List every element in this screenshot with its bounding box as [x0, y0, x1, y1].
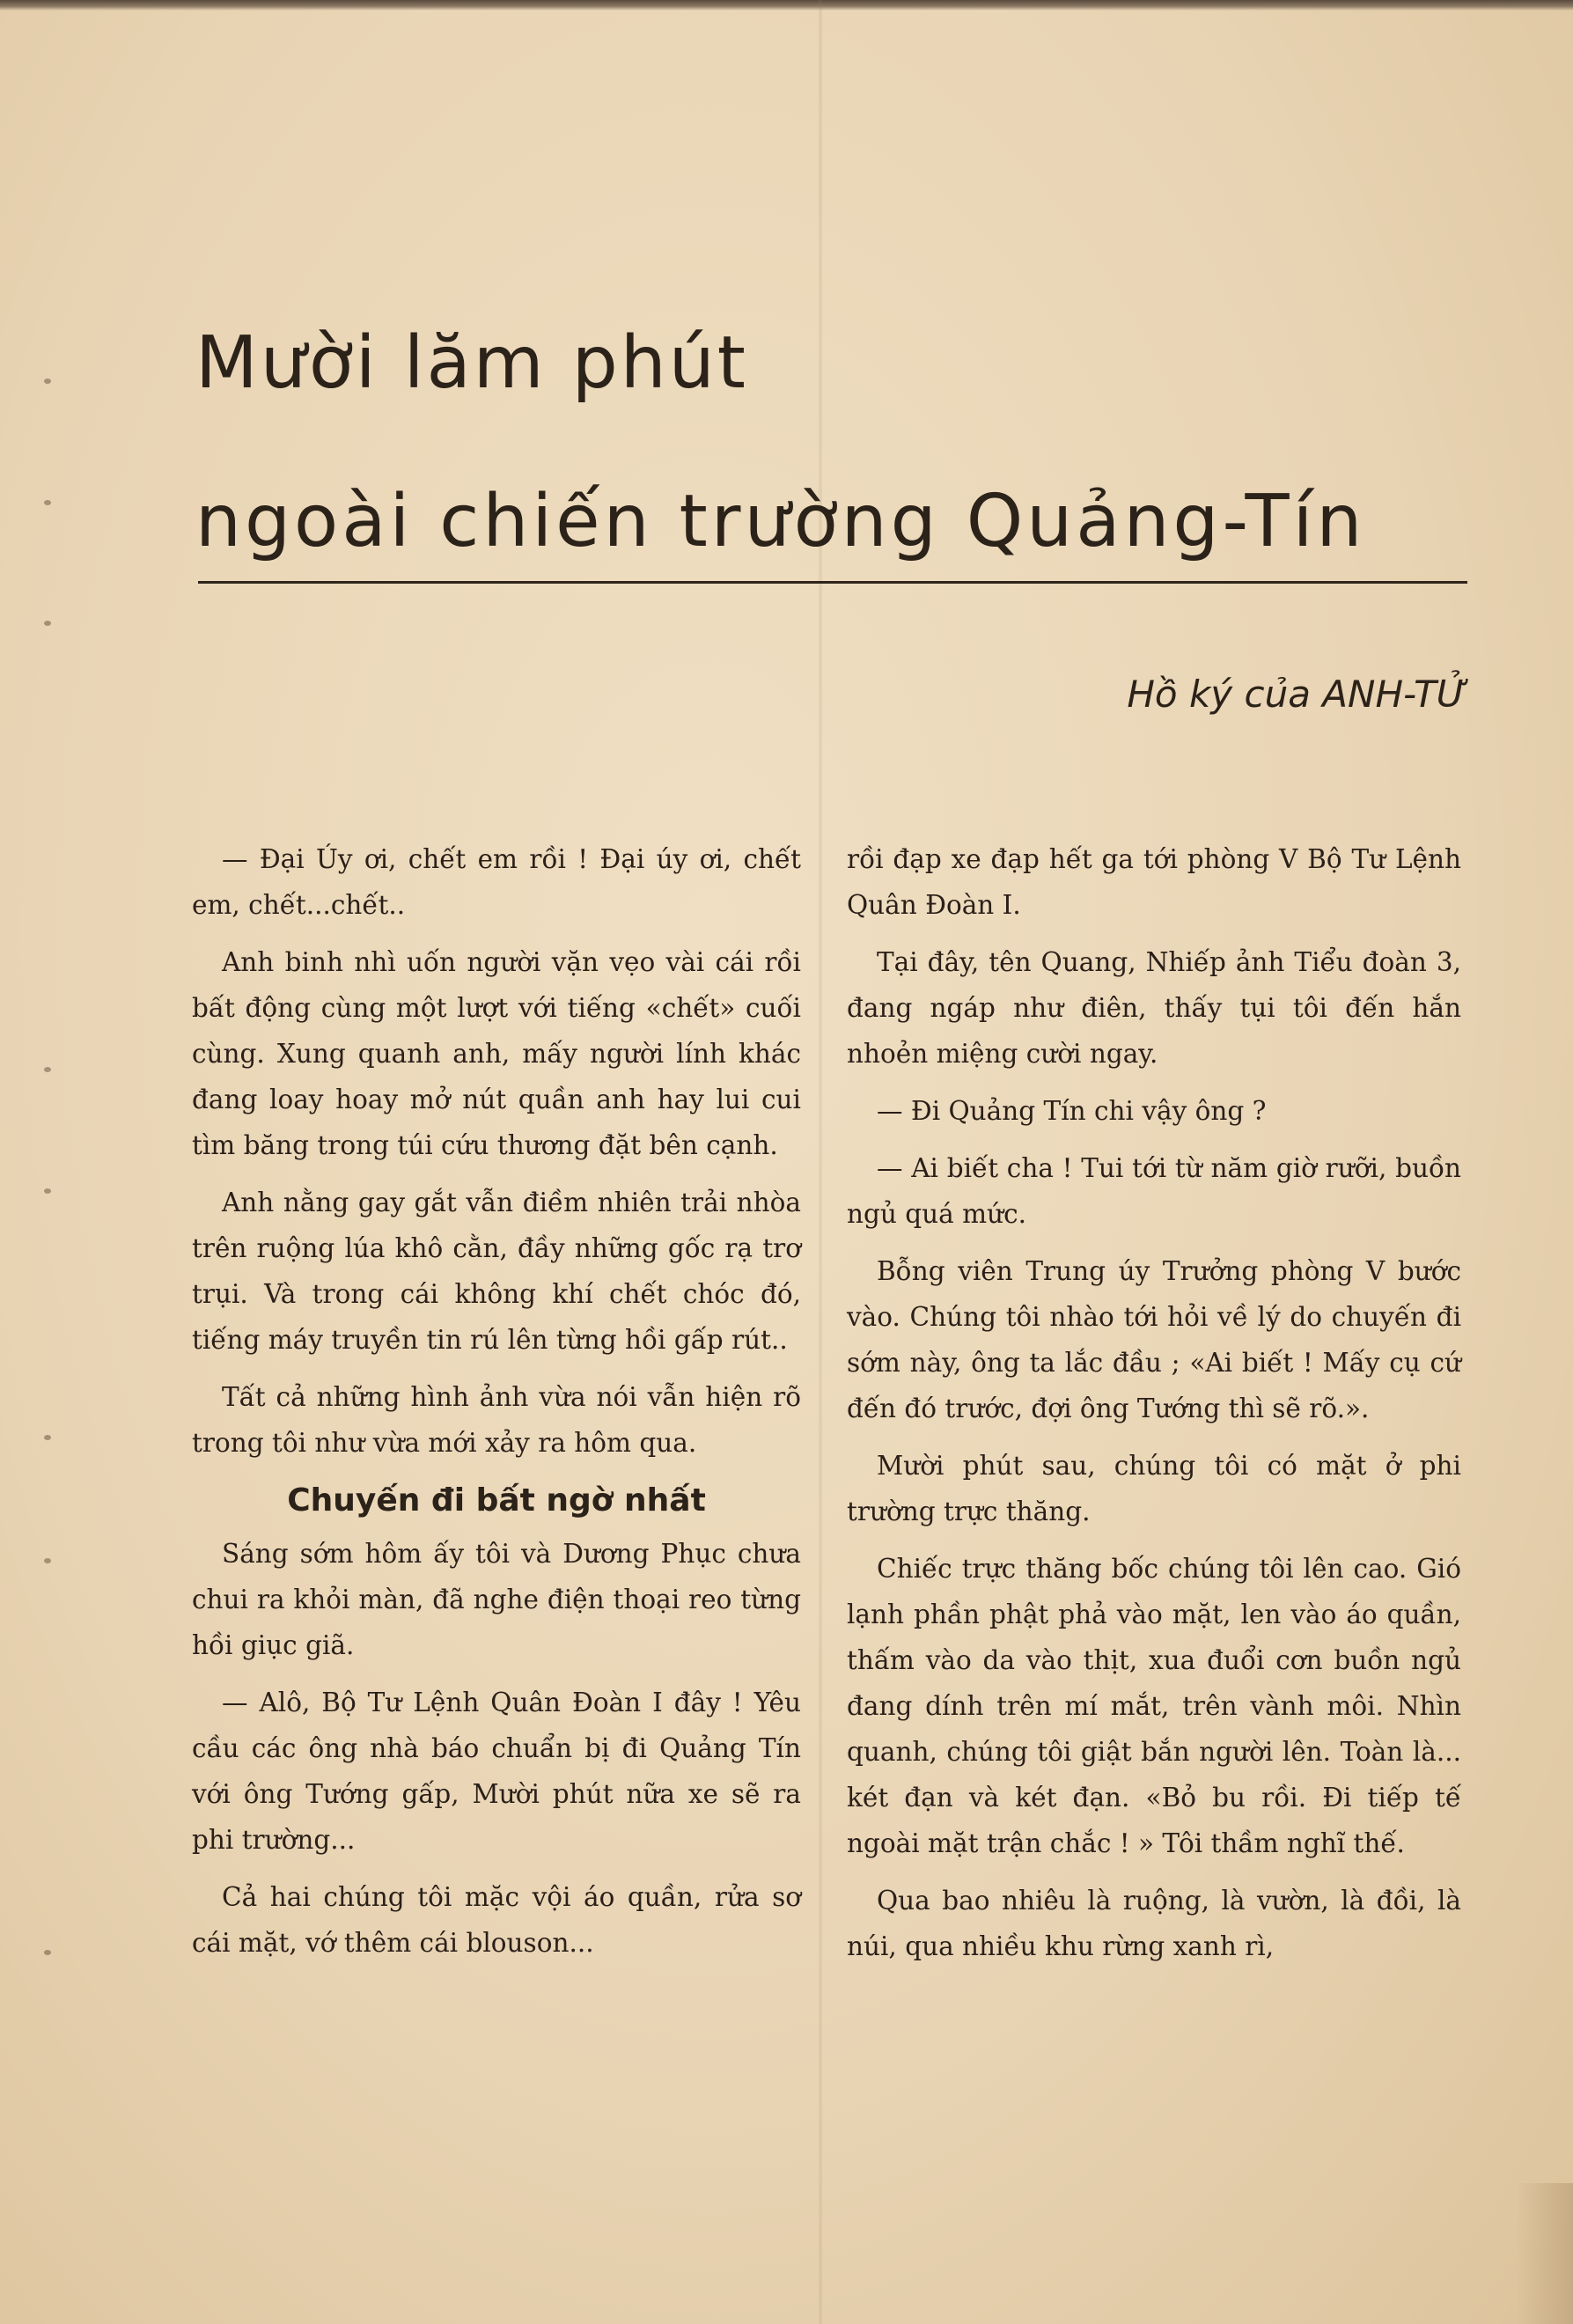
binding-hole [44, 1558, 51, 1563]
binding-hole [44, 379, 51, 384]
binding-hole [44, 500, 51, 505]
article-title-line-1: Mười lăm phút [195, 321, 748, 405]
binding-hole [44, 1188, 51, 1194]
binding-hole [44, 621, 51, 626]
paragraph: Tất cả những hình ảnh vừa nói vẫn hiện rõ trong tôi như vừa mới xảy ra hôm qua. [192, 1382, 801, 1458]
paragraph: — Đi Quảng Tín chi vậy ông ? [877, 1096, 1267, 1126]
paragraph: Anh binh nhì uốn người vặn vẹo vài cái rồi bất động cùng một lượt với tiếng «chết» cuối cùng. Xung quanh anh, mấy người lính khác đang loay hoay mở nút quần anh hay lui cui tìm băng trong túi cứu thương đặt bên cạnh. [192, 947, 801, 1160]
paragraph: Mười phút sau, chúng tôi có mặt ở phi trường trực thăng. [847, 1451, 1461, 1526]
left-column [192, 836, 801, 1977]
paragraph: Chiếc trực thăng bốc chúng tôi lên cao. Gió lạnh phần phật phả vào mặt, len vào áo quần, thấm vào da vào thịt, xua đuổi cơn buồn ngủ đang dính trên mí mắt, trên vành môi. Nhìn quanh, chúng tôi giật bắn người lên. Toàn là... két đạn và két đạn. «Bỏ bu rồi. Đi tiếp tế ngoài mặt trận chắc ! » Tôi thầm nghĩ thế. [847, 1554, 1461, 1858]
paragraph: Qua bao nhiêu là ruộng, là vườn, là đồi, là núi, qua nhiều khu rừng xanh rì, [847, 1886, 1461, 1961]
paragraph: Tại đây, tên Quang, Nhiếp ảnh Tiểu đoàn 3, đang ngáp như điên, thấy tụi tôi đến hắn nhoẻn miệng cười ngay. [847, 947, 1461, 1069]
binding-hole [44, 1435, 51, 1440]
page-fold-crease [819, 0, 822, 2324]
right-column [847, 836, 1461, 1981]
article-title-line-2: ngoài chiến trường Quảng-Tín [195, 480, 1366, 563]
paragraph: Sáng sớm hôm ấy tôi và Dương Phục chưa chui ra khỏi màn, đã nghe điện thoại reo từng hồi giục giã. [192, 1539, 801, 1660]
paragraph: — Đại Úy ơi, chết em rồi ! Đại úy ơi, chết em, chết...chết.. [192, 844, 801, 920]
page-top-edge [0, 0, 1573, 11]
title-underline [198, 581, 1467, 584]
paragraph: Bỗng viên Trung úy Trưởng phòng V bước vào. Chúng tôi nhào tới hỏi về lý do chuyến đi sớm này, ông ta lắc đầu ; «Ai biết ! Mấy cụ cứ đến đó trước, đợi ông Tướng thì sẽ rõ.». [847, 1256, 1461, 1423]
binding-hole [44, 1067, 51, 1072]
paragraph: rồi đạp xe đạp hết ga tới phòng V Bộ Tư Lệnh Quân Đoàn I. [847, 844, 1461, 920]
article-byline: Hồ ký của ANH-TỬ [1127, 673, 1467, 716]
section-heading: Chuyến đi bất ngờ nhất [287, 1482, 706, 1519]
page-corner-stain [1516, 2183, 1573, 2324]
paragraph: — Ai biết cha ! Tui tới từ năm giờ rưỡi, buồn ngủ quá mức. [847, 1153, 1461, 1229]
paragraph: — Alô, Bộ Tư Lệnh Quân Đoàn I đây ! Yêu cầu các ông nhà báo chuẩn bị đi Quảng Tín với ông Tướng gấp, Mười phút nữa xe sẽ ra phi trường... [192, 1688, 801, 1855]
binding-hole [44, 1950, 51, 1955]
paragraph: Anh nằng gay gắt vẫn điềm nhiên trải nhòa trên ruộng lúa khô cằn, đầy những gốc rạ trơ trụi. Và trong cái không khí chết chóc đó, tiếng máy truyền tin rú lên từng hồi gấp rút.. [192, 1188, 801, 1355]
paragraph: Cả hai chúng tôi mặc vội áo quần, rửa sơ cái mặt, vớ thêm cái blouson... [192, 1882, 801, 1958]
